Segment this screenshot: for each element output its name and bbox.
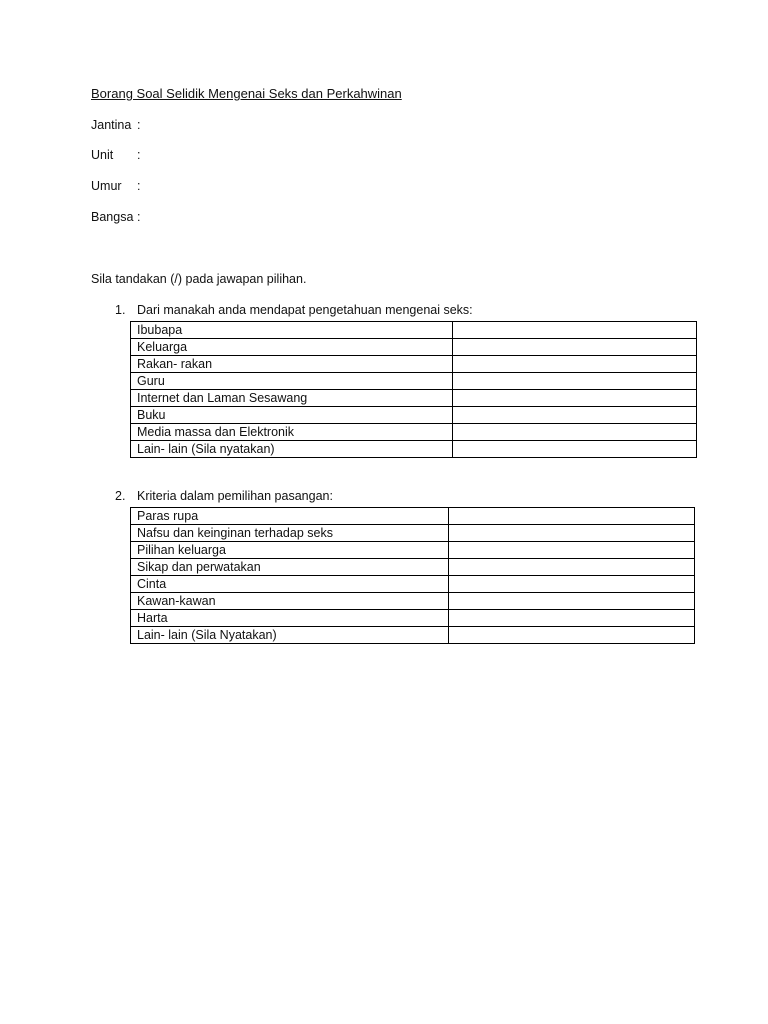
answer-cell[interactable] bbox=[453, 424, 697, 441]
document-title: Borang Soal Selidik Mengenai Seks dan Perkahwinan bbox=[91, 86, 402, 101]
options-table-2 bbox=[130, 507, 695, 644]
instruction-text: Sila tandakan (/) pada jawapan pilihan. bbox=[91, 272, 307, 286]
option-label: Lain- lain (Sila nyatakan) bbox=[131, 441, 453, 458]
answer-cell[interactable] bbox=[453, 339, 697, 356]
field-jantina bbox=[91, 118, 140, 132]
option-label: Buku bbox=[131, 407, 453, 424]
field-separator: : bbox=[137, 179, 141, 193]
option-label: Pilihan keluarga bbox=[131, 542, 449, 559]
question-text: Kriteria dalam pemilihan pasangan: bbox=[137, 489, 333, 503]
question-number: 1. bbox=[115, 303, 126, 317]
table-row bbox=[131, 407, 697, 424]
option-label: Lain- lain (Sila Nyatakan) bbox=[131, 627, 449, 644]
answer-cell[interactable] bbox=[449, 559, 695, 576]
answer-cell[interactable] bbox=[453, 373, 697, 390]
table-row bbox=[131, 576, 695, 593]
option-label: Ibubapa bbox=[131, 322, 453, 339]
field-separator: : bbox=[137, 210, 141, 224]
table-row bbox=[131, 593, 695, 610]
answer-cell[interactable] bbox=[449, 593, 695, 610]
answer-cell[interactable] bbox=[449, 610, 695, 627]
option-label: Paras rupa bbox=[131, 508, 449, 525]
answer-cell[interactable] bbox=[449, 576, 695, 593]
field-bangsa bbox=[91, 210, 140, 224]
answer-cell[interactable] bbox=[449, 627, 695, 644]
option-label: Internet dan Laman Sesawang bbox=[131, 390, 453, 407]
table-row bbox=[131, 610, 695, 627]
table-row bbox=[131, 322, 697, 339]
table-row bbox=[131, 339, 697, 356]
answer-cell[interactable] bbox=[453, 441, 697, 458]
question-2 bbox=[115, 489, 333, 503]
table-row bbox=[131, 525, 695, 542]
option-label: Guru bbox=[131, 373, 453, 390]
answer-cell[interactable] bbox=[453, 356, 697, 373]
answer-cell[interactable] bbox=[449, 508, 695, 525]
field-unit bbox=[91, 148, 140, 162]
option-label: Kawan-kawan bbox=[131, 593, 449, 610]
field-umur bbox=[91, 179, 140, 193]
table-row bbox=[131, 356, 697, 373]
question-1 bbox=[115, 303, 473, 317]
table-row bbox=[131, 373, 697, 390]
table-row bbox=[131, 559, 695, 576]
field-label: Jantina bbox=[91, 118, 132, 132]
question-number: 2. bbox=[115, 489, 126, 503]
answer-cell[interactable] bbox=[453, 322, 697, 339]
table-row bbox=[131, 542, 695, 559]
field-label: Unit bbox=[91, 148, 114, 162]
field-label: Umur bbox=[91, 179, 122, 193]
option-label: Sikap dan perwatakan bbox=[131, 559, 449, 576]
table-row bbox=[131, 390, 697, 407]
answer-cell[interactable] bbox=[449, 525, 695, 542]
option-label: Nafsu dan keinginan terhadap seks bbox=[131, 525, 449, 542]
table-row bbox=[131, 508, 695, 525]
option-label: Media massa dan Elektronik bbox=[131, 424, 453, 441]
field-label: Bangsa bbox=[91, 210, 134, 224]
options-table-1 bbox=[130, 321, 697, 458]
table-row bbox=[131, 441, 697, 458]
answer-cell[interactable] bbox=[449, 542, 695, 559]
option-label: Harta bbox=[131, 610, 449, 627]
table-row bbox=[131, 627, 695, 644]
option-label: Keluarga bbox=[131, 339, 453, 356]
option-label: Cinta bbox=[131, 576, 449, 593]
field-separator: : bbox=[137, 118, 141, 132]
question-text: Dari manakah anda mendapat pengetahuan mengenai seks: bbox=[137, 303, 473, 317]
table-row bbox=[131, 424, 697, 441]
option-label: Rakan- rakan bbox=[131, 356, 453, 373]
field-separator: : bbox=[137, 148, 141, 162]
answer-cell[interactable] bbox=[453, 390, 697, 407]
answer-cell[interactable] bbox=[453, 407, 697, 424]
